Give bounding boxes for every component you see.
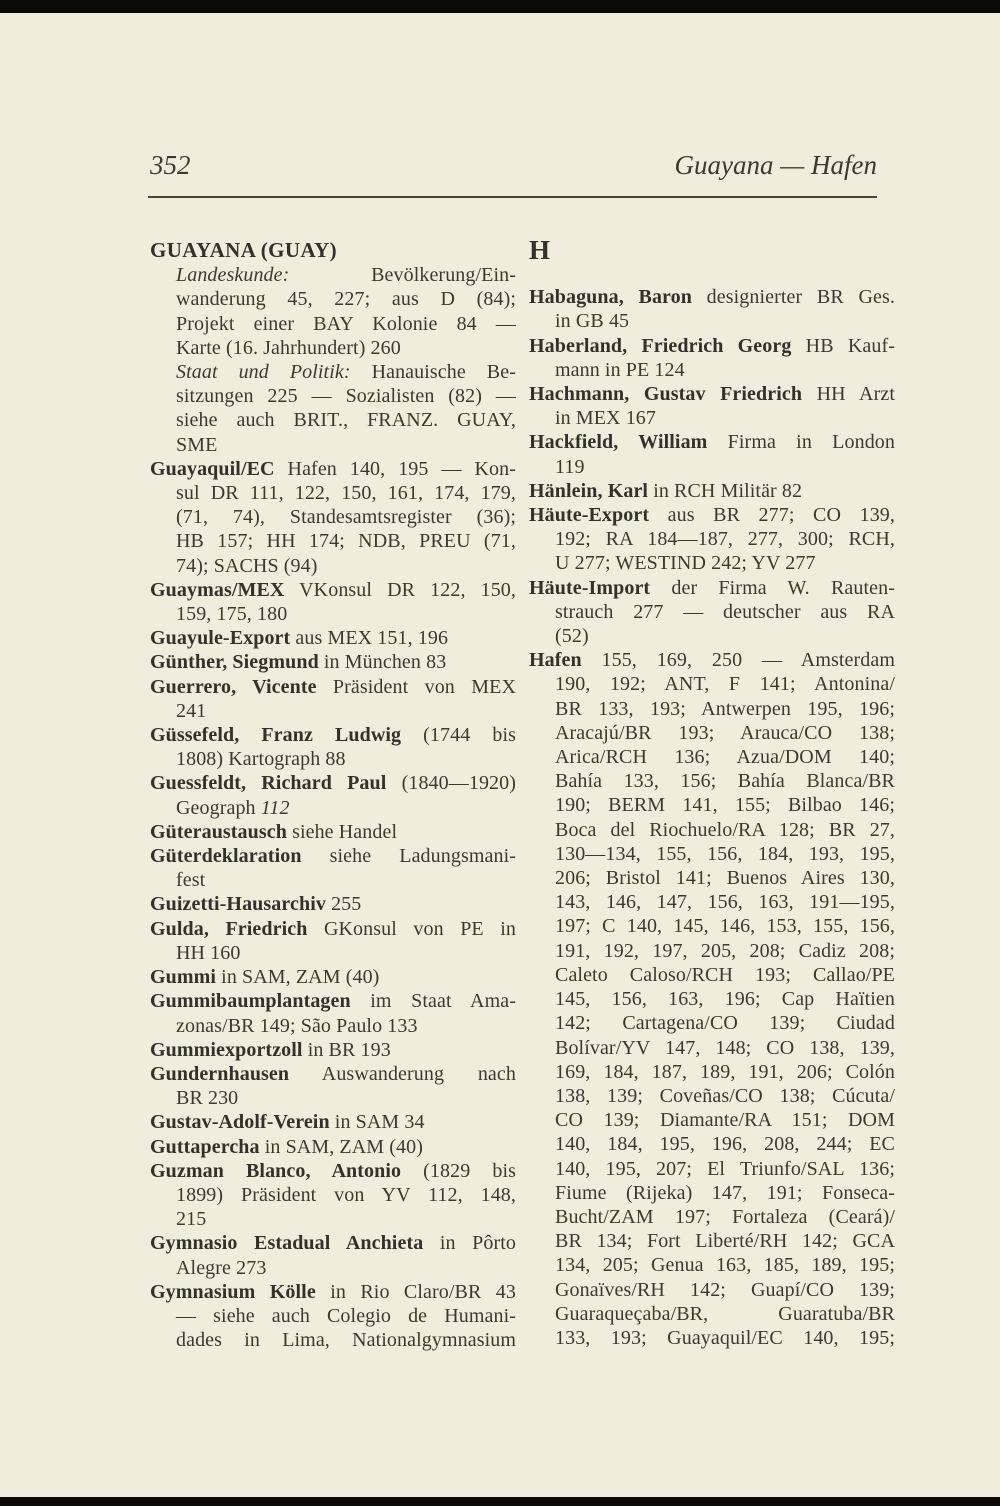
headword: Guizetti-Hausarchiv [150, 893, 326, 916]
index-line [150, 796, 516, 820]
text-run: CO 139; Diamante/RA 151; DOM [555, 1109, 895, 1132]
text-run: 138, 139; Coveñas/CO 138; Cúcuta/ [555, 1084, 895, 1107]
index-line [150, 723, 516, 747]
index-line [529, 1132, 895, 1156]
headword: Guayule-Export [150, 627, 291, 650]
text-run: aus BR 277; CO 139, [649, 504, 895, 527]
headword: Guayaquil/EC [150, 457, 275, 480]
index-line [150, 433, 516, 457]
index-line [529, 358, 895, 382]
text-run: siehe Handel [286, 820, 398, 843]
index-line [150, 578, 516, 602]
index-line [150, 675, 516, 699]
text-run: in München 83 [318, 651, 447, 674]
text-run: — siehe auch Colegio de Humani- [176, 1304, 516, 1327]
index-line [529, 1036, 895, 1060]
headword: Guessfeldt, Richard Paul [150, 772, 387, 795]
index-line [529, 1108, 895, 1132]
index-line [150, 626, 516, 650]
right-column [529, 235, 895, 1352]
text-run: Fiume (Rijeka) 147, 191; Fonseca- [555, 1181, 895, 1204]
headword: H [529, 235, 551, 265]
index-line [150, 408, 516, 432]
index-line [150, 1207, 516, 1231]
text-run: aus MEX 151, 196 [290, 627, 449, 650]
headword: Guttapercha [150, 1135, 260, 1158]
index-line [529, 285, 895, 309]
text-run: 145, 156, 163, 196; Cap Haïtien [555, 988, 895, 1011]
headword: Guerrero, Vicente [150, 675, 317, 698]
text-run: in RCH Militär 82 [648, 479, 803, 502]
index-line [150, 554, 516, 578]
text-run: Projekt einer BAY Kolonie 84 — [176, 312, 516, 335]
index-line [150, 917, 516, 941]
text-run: Gonaïves/RH 142; Guapí/CO 139; [555, 1278, 895, 1301]
index-line [529, 818, 895, 842]
index-line [529, 527, 895, 551]
index-line [529, 406, 895, 430]
index-line [150, 1014, 516, 1038]
text-run: GKonsul von PE in [307, 917, 516, 940]
index-line [150, 650, 516, 674]
index-line [150, 1304, 516, 1328]
text-run: 159, 175, 180 [176, 603, 288, 626]
index-line [529, 430, 895, 454]
index-line [150, 602, 516, 626]
text-run: 190, 192; ANT, F 141; Antonina/ [555, 673, 895, 696]
index-line [529, 600, 895, 624]
index-line [529, 1011, 895, 1035]
index-line [529, 672, 895, 696]
index-line [150, 1231, 516, 1255]
index-line [150, 1159, 516, 1183]
text-run: 143, 146, 147, 156, 163, 191—195, [555, 891, 895, 914]
headword: Häute-Import [529, 576, 651, 599]
text-run: (1744 bis [401, 724, 516, 747]
text-run: Hafen 140, 195 — Kon- [274, 457, 516, 480]
index-line [529, 721, 895, 745]
text-run: Auswanderung nach [289, 1062, 516, 1085]
index-line [529, 866, 895, 890]
index-line [150, 965, 516, 989]
headword: GUAYANA (GUAY) [150, 238, 338, 262]
italic-text: 112 [260, 796, 290, 819]
page-header [150, 150, 877, 181]
headword: Gummibaumplantagen [150, 990, 351, 1013]
index-line [529, 479, 895, 503]
text-run: Geograph [176, 796, 261, 819]
scan-border-top [0, 0, 1000, 13]
text-run: Präsident von MEX [316, 675, 516, 698]
index-line [529, 1326, 895, 1350]
text-run: in SAM, ZAM (40) [216, 966, 380, 989]
headword: Gummiexportzoll [150, 1038, 303, 1061]
headword: Hackfield, William [529, 431, 708, 454]
index-line [150, 820, 516, 844]
italic-text: Staat und Politik: [176, 361, 351, 384]
text-run: 134, 205; Genua 163, 185, 189, 195; [555, 1254, 895, 1277]
text-run: dades in Lima, Nationalgymnasium [176, 1329, 516, 1352]
text-run: Hanauische Be- [350, 361, 516, 384]
text-run: BR 134; Fort Liberté/RH 142; GCA [555, 1230, 895, 1253]
index-line [529, 551, 895, 575]
text-run: designierter BR Ges. [691, 286, 895, 309]
index-line [529, 1181, 895, 1205]
text-run: VKonsul DR 122, 150, [284, 578, 516, 601]
text-run: in SAM, ZAM (40) [259, 1135, 423, 1158]
text-run: 1808) Kartograph 88 [176, 748, 346, 771]
text-run: Boca del Riochuelo/RA 128; BR 27, [555, 818, 895, 841]
headword: Gymnasium Kölle [150, 1280, 316, 1303]
index-line [150, 1086, 516, 1110]
headword: Gummi [150, 966, 217, 989]
index-line [150, 529, 516, 553]
text-run: siehe auch BRIT., FRANZ. GUAY, [176, 409, 516, 432]
text-run: BR 133, 193; Antwerpen 195, 196; [555, 697, 895, 720]
text-run: 192; RA 184—187, 277, 300; RCH, [555, 528, 895, 551]
text-run: Caleto Caloso/RCH 193; Callao/PE [555, 963, 895, 986]
text-run: (1840—1920) [386, 772, 516, 795]
text-run: fest [176, 869, 206, 892]
index-line [529, 648, 895, 672]
index-line [150, 1256, 516, 1280]
text-run: 155, 169, 250 — Amsterdam [581, 649, 895, 672]
text-run: HB 157; HH 174; NDB, PREU (71, [176, 530, 516, 553]
text-run: 74); SACHS (94) [176, 554, 318, 577]
text-run: zonas/BR 149; São Paulo 133 [176, 1014, 418, 1037]
text-run: 190; BERM 141, 155; Bilbao 146; [555, 794, 895, 817]
headword: Häute-Export [529, 504, 650, 527]
index-line [150, 312, 516, 336]
index-line [529, 309, 895, 333]
index-line [529, 334, 895, 358]
text-run: in MEX 167 [555, 407, 656, 430]
index-line [529, 914, 895, 938]
text-run: 191, 192, 197, 205, 208; Cadiz 208; [555, 939, 895, 962]
index-line [150, 989, 516, 1013]
text-run: Aracajú/BR 193; Arauca/CO 138; [555, 721, 895, 744]
index-columns [150, 235, 895, 1352]
text-run: 215 [176, 1208, 207, 1231]
text-run: HB Kauf- [791, 334, 895, 357]
headword: Güssefeld, Franz Ludwig [150, 724, 402, 747]
headword: Günther, Siegmund [150, 651, 319, 674]
text-run: 140, 195, 207; El Triunfo/SAL 136; [555, 1157, 895, 1180]
text-run: 133, 193; Guayaquil/EC 140, 195; [555, 1326, 895, 1349]
text-run: 169, 184, 187, 189, 191, 206; Colón [555, 1060, 895, 1083]
text-run: im Staat Ama- [350, 990, 516, 1013]
index-line [150, 457, 516, 481]
index-line [529, 503, 895, 527]
text-run: Firma in London [707, 431, 895, 454]
headword: Gundernhausen [150, 1062, 290, 1085]
text-run: 140, 184, 195, 196, 208, 244; EC [555, 1133, 895, 1156]
text-run: Arica/RCH 136; Azua/DOM 140; [555, 746, 895, 769]
text-run: in Rio Claro/BR 43 [315, 1280, 516, 1303]
index-line [529, 793, 895, 817]
header-rule [148, 196, 877, 198]
text-run: sul DR 111, 122, 150, 161, 174, 179, [176, 482, 516, 505]
index-line [529, 769, 895, 793]
text-run: Guaraqueçaba/BR, Guaratuba/BR [555, 1302, 895, 1325]
text-run: siehe Ladungsmani- [301, 845, 516, 868]
index-line [529, 1157, 895, 1181]
text-run: in GB 45 [555, 310, 630, 333]
headword: Hafen [529, 649, 582, 672]
index-line [529, 1084, 895, 1108]
index-line [150, 1280, 516, 1304]
index-line [150, 384, 516, 408]
text-run: Bolívar/YV 147, 148; CO 138, 139, [555, 1036, 895, 1059]
text-run: in BR 193 [302, 1038, 391, 1061]
text-run: U 277; WESTIND 242; YV 277 [555, 552, 816, 575]
index-line [150, 263, 516, 287]
index-line [150, 868, 516, 892]
index-line [150, 336, 516, 360]
text-run: BR 230 [176, 1087, 239, 1110]
page-number: 352 [150, 150, 191, 180]
index-line [529, 1229, 895, 1253]
index-line [529, 382, 895, 406]
index-line [529, 1302, 895, 1326]
index-line [529, 455, 895, 479]
index-line [529, 1060, 895, 1084]
text-run: 206; Bristol 141; Buenos Aires 130, [555, 867, 895, 890]
text-run: mann in PE 124 [555, 358, 685, 381]
text-run: in SAM 34 [329, 1111, 425, 1134]
index-line [150, 844, 516, 868]
running-head: Guayana — Hafen [674, 150, 877, 180]
headword: Güteraustausch [150, 820, 287, 843]
headword: Haberland, Friedrich Georg [529, 334, 792, 357]
text-run: sitzungen 225 — Sozialisten (82) — [176, 385, 516, 408]
headword: Hänlein, Karl [529, 479, 649, 502]
index-line [150, 1038, 516, 1062]
headword: Guaymas/MEX [150, 578, 285, 601]
text-run: in Pôrto [423, 1232, 516, 1255]
text-run: HH 160 [176, 941, 241, 964]
italic-text: Landeskunde: [176, 264, 290, 287]
index-line [529, 1205, 895, 1229]
left-column [150, 238, 516, 1352]
index-line [150, 360, 516, 384]
index-line [150, 287, 516, 311]
text-run: Bucht/ZAM 197; Fortaleza (Ceará)/ [555, 1205, 895, 1228]
text-run: Alegre 273 [176, 1256, 267, 1279]
section-heading [529, 235, 895, 265]
index-line [529, 1253, 895, 1277]
text-run: 142; Cartagena/CO 139; Ciudad [555, 1012, 895, 1035]
index-line [529, 624, 895, 648]
text-run: HH Arzt [802, 383, 895, 406]
headword: Gymnasio Estadual Anchieta [150, 1232, 424, 1255]
index-line [150, 238, 516, 263]
index-line [150, 892, 516, 916]
text-run: 119 [555, 455, 585, 478]
headword: Gustav-Adolf-Verein [150, 1111, 330, 1134]
text-run: (1829 bis [401, 1159, 516, 1182]
headword: Hachmann, Gustav Friedrich [529, 383, 803, 406]
index-line [150, 505, 516, 529]
index-line [150, 771, 516, 795]
index-line [150, 481, 516, 505]
index-line [529, 963, 895, 987]
text-run: 255 [325, 893, 362, 916]
index-line [529, 939, 895, 963]
text-run: der Firma W. Rauten- [650, 576, 895, 599]
headword: Gulda, Friedrich [150, 917, 308, 940]
text-run: 197; C 140, 145, 146, 153, 155, 156, [555, 915, 895, 938]
index-line [150, 1062, 516, 1086]
index-line [150, 1328, 516, 1352]
text-run: SME [176, 433, 218, 456]
index-line [529, 842, 895, 866]
index-line [529, 576, 895, 600]
text-run: (52) [555, 625, 589, 648]
text-run: strauch 277 — deutscher aus RA [555, 600, 895, 623]
text-run: 130—134, 155, 156, 184, 193, 195, [555, 842, 895, 865]
index-line [529, 697, 895, 721]
headword: Güterdeklaration [150, 845, 302, 868]
text-run: Bahía 133, 156; Bahía Blanca/BR [555, 770, 895, 793]
index-line [150, 1110, 516, 1134]
index-line [150, 1183, 516, 1207]
index-line [529, 890, 895, 914]
text-run: 241 [176, 699, 207, 722]
headword: Guzman Blanco, Antonio [150, 1159, 402, 1182]
index-line [150, 747, 516, 771]
index-line [529, 987, 895, 1011]
text-run: Karte (16. Jahrhundert) 260 [176, 336, 401, 359]
text-run: 1899) Präsident von YV 112, 148, [176, 1183, 516, 1206]
scan-border-bottom [0, 1497, 1000, 1506]
index-line [150, 941, 516, 965]
index-line [529, 745, 895, 769]
index-line [150, 699, 516, 723]
headword: Habaguna, Baron [529, 286, 692, 309]
text-run: Bevölkerung/Ein- [289, 264, 516, 287]
text-run: (71, 74), Standesamtsregister (36); [176, 506, 516, 529]
index-line [150, 1135, 516, 1159]
text-run: wanderung 45, 227; aus D (84); [176, 288, 516, 311]
index-line [529, 1278, 895, 1302]
